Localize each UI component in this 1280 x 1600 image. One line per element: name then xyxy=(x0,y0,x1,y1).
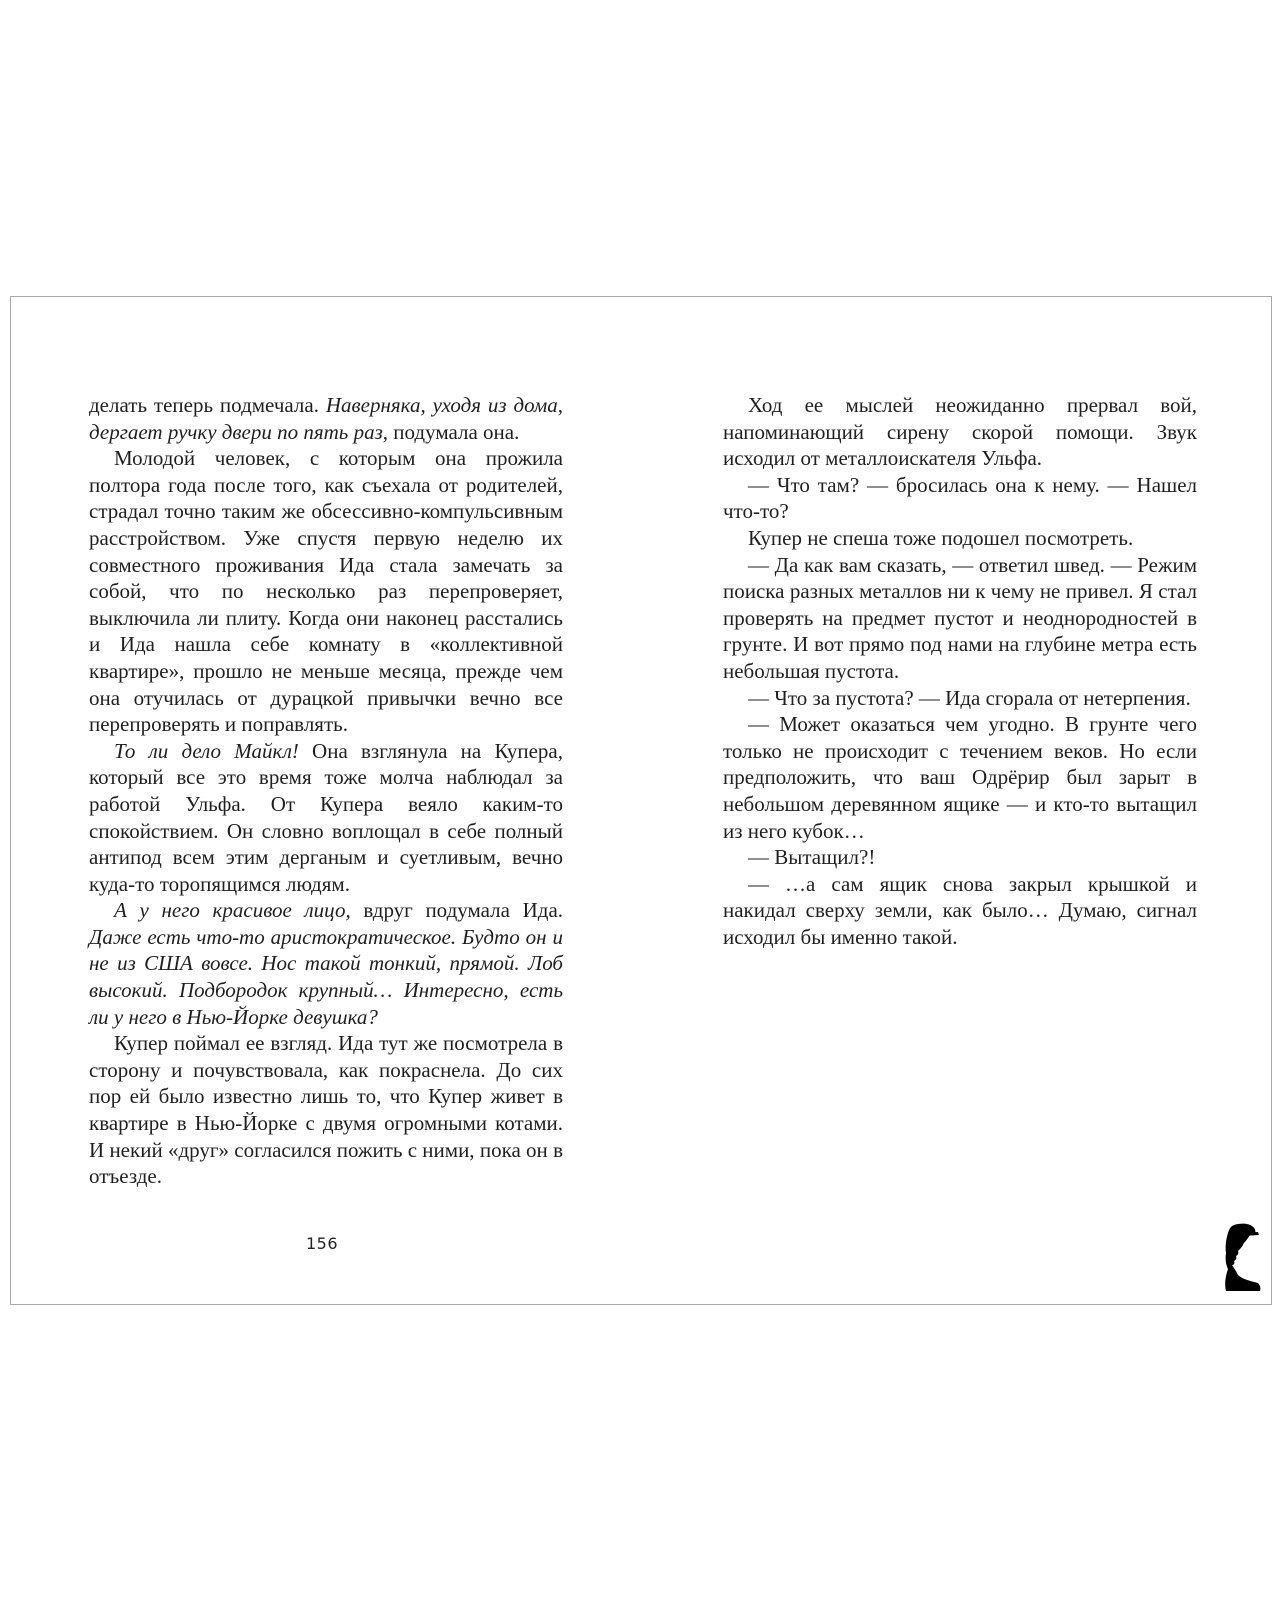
paragraph xyxy=(723,472,1197,525)
text-segment: Купер не спеша тоже подошел посмотреть. xyxy=(748,525,1134,550)
text-segment: — Да как вам сказать, — ответил швед. — Режим поиска разных металлов ни к чему не привел. Я стал проверять на предмет пустот и неоднородностей в грунте. И вот прямо под нами на глубине метра есть небольшая пустота. xyxy=(723,552,1197,683)
text-segment: Молодой человек, с которым она прожила полтора года после того, как съехала от родителей, страдал точно таким же обсессивно-компульсивным расстройством. Уже спустя первую неделю их совместного проживания Ида стала замечать за собой, что по несколько раз перепроверяет, выключила ли плиту. Когда они наконец расстались и Ида нашла себе комнату в «коллективной квартире», прошло не меньше месяца, прежде чем она отучилась от дурацкой привычки вечно все перепроверять и поправлять. xyxy=(89,446,563,737)
paragraph xyxy=(723,392,1197,472)
paragraph xyxy=(723,552,1197,685)
silhouette-profile-icon xyxy=(1222,1223,1262,1291)
text-segment: Она взглянула на Купера, который все это время тоже молча наблюдал за работой Ульфа. От Купера веяло каким-то спокойствием. Он словно воплощал в себе полный антипод всем этим дерганым и суетливым, вечно куда-то торопящимся людям. xyxy=(89,738,563,896)
italic-text-segment: А у него красивое лицо, xyxy=(114,898,351,923)
italic-text-segment: Даже есть что-то аристократическое. Будто он и не из США вовсе. Нос такой тонкий, прямой. Лоб высокий. Подбородок крупный… Интересно, есть ли у него в Нью-Йорке девушка? xyxy=(89,924,563,1029)
text-segment: — Что там? — бросилась она к нему. — Нашел что-то? xyxy=(723,472,1197,524)
paragraph xyxy=(89,445,563,738)
paragraph xyxy=(89,738,563,898)
left-page-text xyxy=(89,392,563,1190)
text-segment: — Может оказаться чем угодно. В грунте чего только не происходит с течением веков. Но если предположить, что ваш Одрёрир был зарыт в небольшом деревянном ящике — и кто-то вытащил из него кубок… xyxy=(723,712,1197,843)
text-segment: Ход ее мыслей неожиданно прервал вой, напоминающий сирену скорой помощи. Звук исходил от металлоискателя Ульфа. xyxy=(723,393,1197,471)
paragraph xyxy=(723,844,1197,871)
italic-text-segment: Наверняка, уходя из дома, дергает ручку двери по пять раз xyxy=(89,393,563,444)
right-page-text xyxy=(723,392,1197,950)
paragraph xyxy=(723,525,1197,552)
text-segment: , подумала она. xyxy=(382,419,520,444)
text-segment: — Вытащил?! xyxy=(748,845,876,870)
paragraph xyxy=(89,392,563,445)
text-segment: вдруг подумала Ида. xyxy=(350,898,564,923)
paragraph xyxy=(723,711,1197,844)
italic-text-segment: То ли дело Майкл! xyxy=(114,738,299,763)
text-segment: делать теперь подмечала. xyxy=(89,393,326,417)
paragraph xyxy=(723,685,1197,712)
paragraph xyxy=(89,897,563,1030)
paragraph xyxy=(723,871,1197,951)
text-segment: Купер поймал ее взгляд. Ида тут же посмотрела в сторону и почувствовала, как покраснела. До сих пор ей было известно лишь то, что Купер живет в квартире в Нью-Йорке с двумя огромными котами. И некий «друг» согласился пожить с ними, пока он в отъезде. xyxy=(89,1031,563,1189)
paragraph xyxy=(89,1030,563,1190)
page-number: 156 xyxy=(306,1234,339,1253)
text-segment: — Что за пустота? — Ида сгорала от нетерпения. xyxy=(748,685,1191,710)
text-segment: — …а сам ящик снова закрыл крышкой и накидал сверху земли, как было… Думаю, сигнал исходил бы именно такой. xyxy=(723,871,1197,949)
book-spread xyxy=(10,296,1272,1305)
